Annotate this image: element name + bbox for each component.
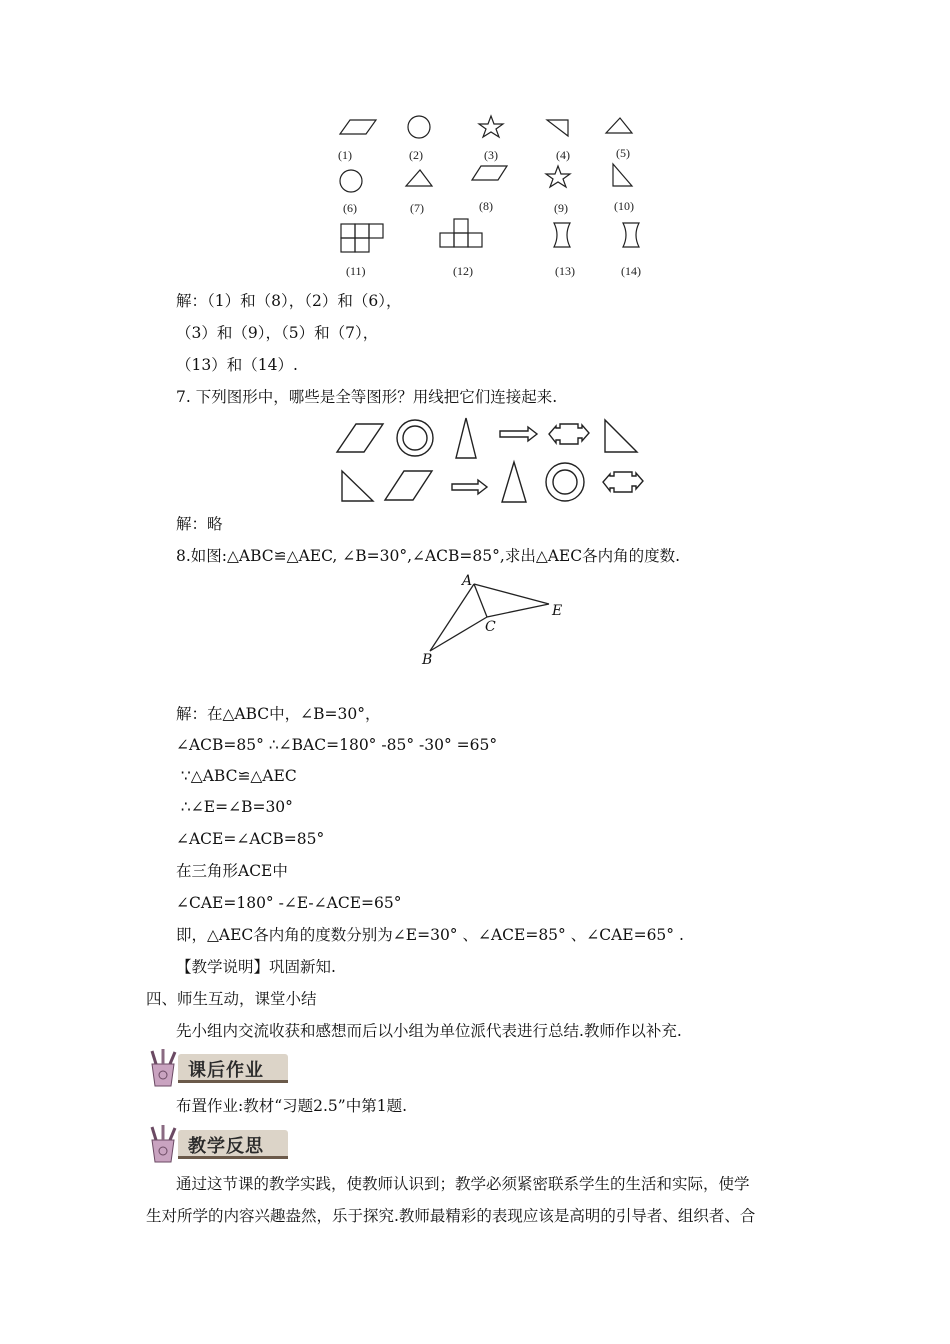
q8-solution-line-8: 即，△AEC各内角的度数分别为∠E=30° 、∠ACE=85° 、∠CAE=65° .	[176, 926, 684, 944]
point-c-label: C	[485, 619, 496, 635]
q8-solution-line-3: ∵△ABC≌△AEC	[176, 767, 297, 785]
caption-9: (9)	[554, 201, 568, 215]
caption-12: (12)	[453, 264, 473, 278]
caption-5: (5)	[616, 146, 630, 160]
caption-14: (14)	[621, 264, 641, 278]
caption-7: (7)	[410, 201, 424, 215]
q8-solution-line-2: ∠ACB=85° ∴∠BAC=180° -85° -30° =65°	[176, 736, 498, 754]
reflection-banner-label: 教学反思	[188, 1136, 264, 1157]
q8-solution-line-7: ∠CAE=180° -∠E-∠ACE=65°	[176, 894, 402, 912]
q7-answer: 解：略	[176, 515, 223, 533]
caption-11: (11)	[346, 264, 366, 278]
homework-body: 布置作业:教材“习题2.5”中第1题.	[176, 1097, 408, 1115]
section-4-body: 先小组内交流收获和感想而后以小组为单位派代表进行总结.教师作以补充.	[176, 1022, 682, 1040]
q8-solution-line-6: 在三角形ACE中	[176, 862, 288, 880]
caption-6: (6)	[343, 201, 357, 215]
caption-13: (13)	[555, 264, 575, 278]
caption-10: (10)	[614, 199, 634, 213]
q6-answer-line-1: 解：（1）和（8），（2）和（6），	[176, 292, 402, 310]
q8-solution-line-4: ∴∠E=∠B=30°	[176, 798, 293, 816]
homework-banner	[140, 1048, 290, 1088]
point-e-label: E	[552, 603, 563, 619]
reflection-line-1: 通过这节课的教学实践，使教师认识到；教学必须紧密联系学生的生活和实际，使学	[176, 1175, 750, 1193]
q8-solution-line-1: 解：在△ABC中，∠B=30°，	[176, 705, 381, 723]
q8-question: 8.如图:△ABC≌△AEC, ∠B=30°,∠ACB=85°,求出△AEC各内角的度数.	[176, 547, 681, 565]
caption-4: (4)	[556, 148, 570, 162]
caption-3: (3)	[484, 148, 498, 162]
caption-1: (1)	[338, 148, 352, 162]
reflection-banner	[140, 1124, 290, 1164]
point-b-label: B	[422, 652, 433, 668]
homework-banner-label: 课后作业	[188, 1060, 264, 1081]
point-a-label: A	[462, 573, 473, 589]
section-4-heading: 四、师生互动，课堂小结	[146, 990, 317, 1008]
teaching-note: 【教学说明】巩固新知.	[176, 958, 336, 976]
reflection-line-2: 生对所学的内容兴趣盎然，乐于探究.教师最精彩的表现应该是高明的引导者、组织者、合	[146, 1207, 756, 1225]
q7-question: 7. 下列图形中，哪些是全等图形？用线把它们连接起来.	[176, 388, 558, 406]
caption-8: (8)	[479, 199, 493, 213]
q8-solution-line-5: ∠ACE=∠ACB=85°	[176, 830, 325, 848]
q6-answer-line-2: （3）和（9），（5）和（7），	[176, 324, 379, 342]
caption-2: (2)	[409, 148, 423, 162]
q6-answer-line-3: （13）和（14）.	[176, 356, 298, 374]
